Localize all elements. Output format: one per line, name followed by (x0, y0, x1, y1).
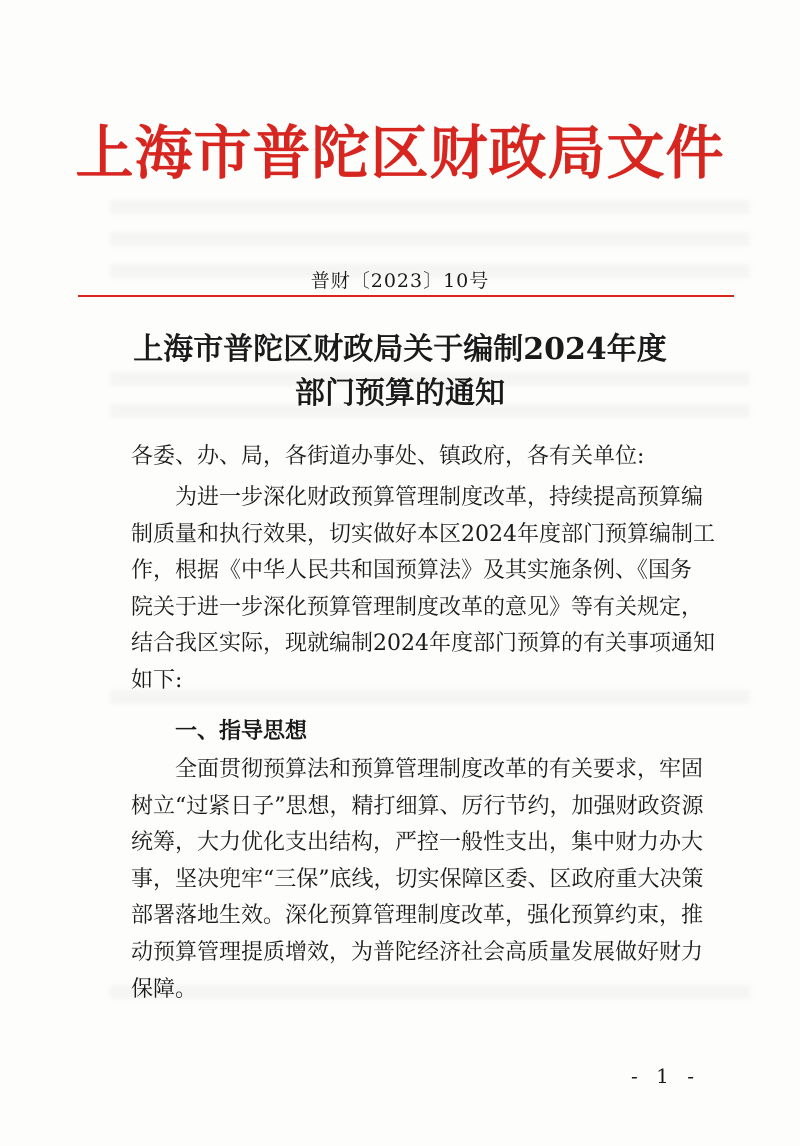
red-divider-line (78, 295, 734, 297)
show-through-mark (110, 200, 750, 214)
paragraph-line: 树立“过紧日子”思想，精打细算、厉行节约，加强财政资源 (131, 793, 704, 819)
intro-paragraph (131, 480, 731, 700)
paragraph-line: 统筹，大力优化支出结构，严控一般性支出，集中财力办大 (131, 830, 704, 856)
notice-title-line-1: 上海市普陀区财政局关于编制2024年度 (133, 332, 667, 367)
notice-title-line-2: 部门预算的通知 (295, 376, 505, 411)
paragraph-line: 院关于进一步深化预算管理制度改革的意见》等有关规定， (131, 594, 704, 620)
section-heading: 一、指导思想 (175, 719, 308, 744)
addressee-line: 各委、办、局，各街道办事处、镇政府，各有关单位: (131, 444, 645, 469)
show-through-mark (110, 232, 750, 246)
notice-title (60, 328, 740, 416)
paragraph-line: 作，根据《中华人民共和国预算法》及其实施条例、《国务 (131, 558, 693, 584)
paragraph-line: 动预算管理提质增效，为普陀经济社会高质量发展做好财力 (131, 939, 704, 965)
paragraph-line: 如下: (131, 667, 183, 693)
paragraph-line: 保障。 (131, 976, 198, 1002)
document-number: 普财〔2023〕10号 (310, 270, 490, 292)
page-number: - 1 - (631, 1064, 700, 1088)
paragraph-line: 制质量和执行效果，切实做好本区2024年度部门预算编制工 (131, 521, 715, 547)
paragraph-line: 部署落地生效。深化预算管理制度改革，强化预算约束，推 (131, 903, 704, 929)
document-header-title: 上海市普陀区财政局文件 (75, 119, 725, 187)
guiding-principles-paragraph (131, 752, 731, 1008)
paragraph-line: 为进一步深化财政预算管理制度改革，持续提高预算编 (175, 485, 704, 510)
paragraph-line: 事，坚决兜牢“三保”底线，切实保障区委、区政府重大决策 (131, 866, 704, 892)
paragraph-line: 全面贯彻预算法和预算管理制度改革的有关要求，牢固 (175, 757, 704, 782)
paragraph-line: 结合我区实际，现就编制2024年度部门预算的有关事项通知 (131, 631, 715, 657)
